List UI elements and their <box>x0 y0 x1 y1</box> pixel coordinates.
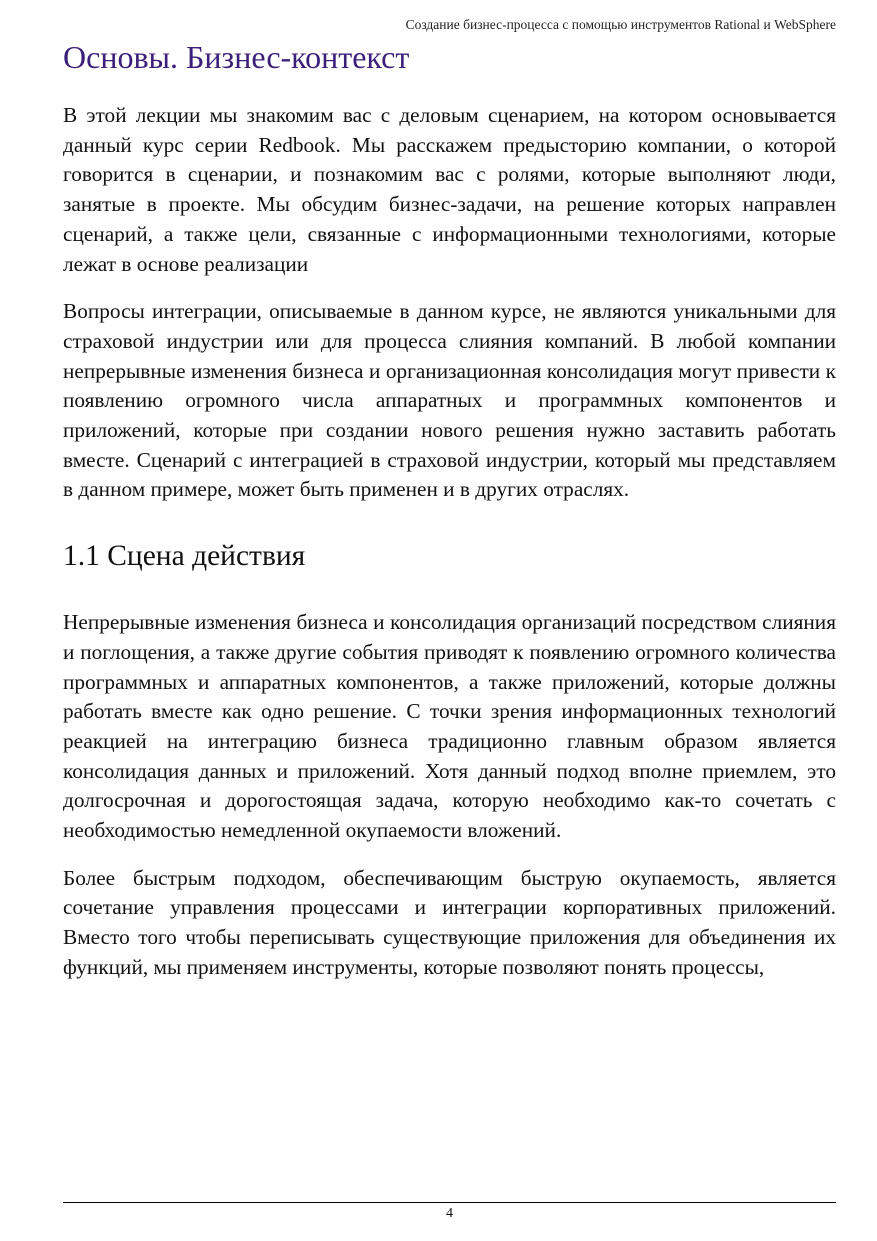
page-number: 4 <box>446 1206 453 1221</box>
chapter-title: Основы. Бизнес-контекст <box>63 39 410 75</box>
section-paragraph-1: Непрерывные изменения бизнеса и консолидация организаций посредством слияния и поглощения, а также другие события приводят к появлению огромного количества программных и аппаратных компонентов, а также приложений, которые должны работать вместе как одно решение. С точки зрения информационных технологий реакцией на интеграцию бизнеса традиционно главным образом является консолидация данных и приложений. Хотя данный подход вполне приемлем, это долгосрочная и дорогостоящая задача, которую необходимо как-то сочетать с необходимостью немедленной окупаемости вложений. <box>63 610 836 843</box>
chapter-paragraph-1: В этой лекции мы знакомим вас с деловым сценарием, на котором основывается данный курс серии Redbook. Мы расскажем предысторию компании, о которой говорится в сценарии, и познакомим вас с ролями, которые выполняют люди, занятые в проекте. Мы обсудим бизнес-задачи, на решение которых направлен сценарий, а также цели, связанные с информационными технологиями, которые лежат в основе реализации <box>63 103 836 276</box>
page-content <box>63 36 836 983</box>
section-title: 1.1 Сцена действия <box>63 540 306 573</box>
section-paragraph-2: Более быстрым подходом, обеспечивающим быструю окупаемость, является сочетание управления процессами и интеграции корпоративных приложений. Вместо того чтобы переписывать существующие приложения для объединения их функций, мы применяем инструменты, которые позволяют понять процессы, <box>63 865 836 979</box>
chapter-paragraph-2: Вопросы интеграции, описываемые в данном курсе, не являются уникальными для страховой индустрии или для процесса слияния компаний. В любой компании непрерывные изменения бизнеса и организационная консолидация могут привести к появлению огромного числа аппаратных и программных компонентов и приложений, которые при создании нового решения нужно заставить работать вместе. Сценарий с интеграцией в страховой индустрии, который мы представляем в данном примере, может быть применен и в других отраслях. <box>63 299 836 502</box>
running-header: Создание бизнес-процесса с помощью инструментов Rational и WebSphere <box>405 17 836 32</box>
footer-divider <box>63 1202 836 1203</box>
